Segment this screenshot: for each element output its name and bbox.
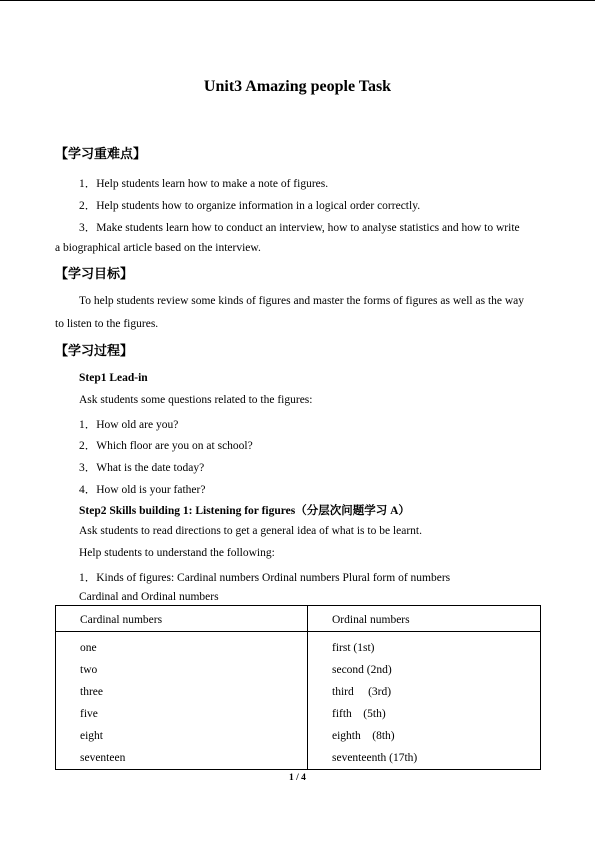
table-caption: Cardinal and Ordinal numbers: [79, 591, 219, 603]
list-item: 2．Help students how to organize information in a logical order correctly.: [79, 200, 421, 212]
cardinal-cell: one: [80, 642, 97, 654]
table-header-row: [56, 606, 541, 632]
cardinal-cell: seventeen: [80, 752, 126, 764]
cardinal-cell: three: [80, 686, 103, 698]
ordinal-cell: seventeenth (17th): [332, 752, 418, 764]
step1-title: Step1 Lead-in: [79, 372, 148, 384]
question-item: 4．How old is your father?: [79, 484, 206, 496]
step2-line: Help students to understand the following:: [79, 547, 275, 559]
list-item-continuation: a biographical article based on the interview.: [55, 242, 261, 254]
step2-title: Step2 Skills building 1: Listening for figures（分层次问题学习 A）: [79, 505, 410, 517]
step2-line: Ask students to read directions to get a general idea of what is to be learnt.: [79, 525, 422, 537]
cardinal-column: [56, 632, 308, 770]
list-item: 1．Help students learn how to make a note of figures.: [79, 178, 329, 190]
numbers-table: [55, 605, 541, 770]
ordinal-cell: third (3rd): [332, 686, 392, 698]
ordinal-cell: first (1st): [332, 642, 375, 654]
page-title: Unit3 Amazing people Task: [203, 78, 392, 95]
question-item: 3．What is the date today?: [79, 462, 205, 474]
ordinal-cell: second (2nd): [332, 664, 392, 676]
list-item: 3．Make students learn how to conduct an interview, how to analyse statistics and how to write: [79, 222, 520, 234]
step1-intro: Ask students some questions related to the figures:: [79, 394, 313, 406]
header-rule: [0, 0, 595, 1]
question-item: 2．Which floor are you on at school?: [79, 440, 253, 452]
section-heading-key-points: 【学习重难点】: [55, 147, 147, 162]
ordinal-cell: fifth (5th): [332, 708, 386, 720]
page-number: 1 / 4: [289, 773, 306, 783]
question-item: 1．How old are you?: [79, 419, 179, 431]
header-cardinal: Cardinal numbers: [56, 606, 308, 632]
ordinal-cell: eighth (8th): [332, 730, 395, 742]
header-ordinal: Ordinal numbers: [308, 606, 541, 632]
goals-line: to listen to the figures.: [55, 318, 159, 330]
table-row: [56, 632, 541, 770]
section-heading-process: 【学习过程】: [55, 344, 134, 359]
cardinal-cell: five: [80, 708, 98, 720]
cardinal-cell: two: [80, 664, 98, 676]
cardinal-cell: eight: [80, 730, 103, 742]
step2-line: 1．Kinds of figures: Cardinal numbers Ordinal numbers Plural form of numbers: [79, 572, 451, 584]
goals-line: To help students review some kinds of figures and master the forms of figures as well as the way: [79, 295, 525, 307]
section-heading-goals: 【学习目标】: [55, 267, 134, 282]
ordinal-column: [308, 632, 541, 770]
